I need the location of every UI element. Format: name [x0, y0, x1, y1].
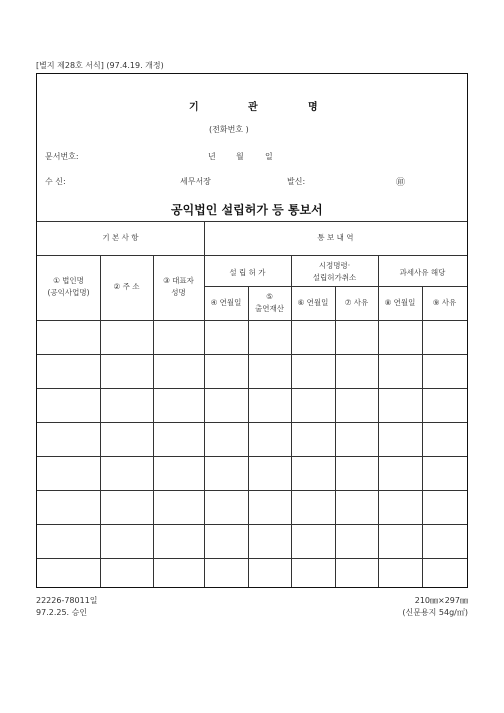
row-line-2: [37, 388, 467, 389]
title-divider: [37, 221, 467, 222]
paper-size: 210㎜×297㎜: [414, 596, 468, 605]
sub-col-6-date: ⑥ 연월일: [297, 298, 329, 307]
group-establishment-permit: 설 립 허 가: [229, 268, 266, 277]
group-taxation-reason: 과세사유 해당: [399, 268, 446, 277]
col-corp-name-line2: (공익사업명): [47, 288, 90, 297]
form-code: 22226-78011일: [36, 596, 98, 605]
recipient-label: 수 신:: [45, 177, 66, 186]
notice-details-header: 통 보 내 역: [317, 233, 354, 242]
sub-col-4-date: ④ 연월일: [210, 298, 242, 307]
form-frame: [36, 73, 468, 588]
row-line-5: [37, 490, 467, 491]
document-title: 공익법인 설립허가 등 통보서: [171, 203, 323, 217]
seal-mark: ㊞: [396, 178, 406, 188]
group-correction-cancel-line2: 설립허가취소: [312, 273, 357, 282]
sub-col-8-date: ⑧ 연월일: [384, 298, 416, 307]
paper-type: (신문용지 54g/㎡): [402, 608, 468, 617]
date-year: 년: [208, 152, 216, 161]
sub-col-5-number: ⑤: [266, 292, 273, 301]
row-line-7: [37, 558, 467, 559]
sender-label: 발신:: [287, 177, 306, 186]
row-line-4: [37, 456, 467, 457]
col-representative-line2: 성명: [171, 288, 186, 297]
col-line-6: [335, 286, 336, 587]
org-name-char-3: 명: [308, 102, 318, 113]
document-number-label: 문서번호:: [45, 152, 79, 161]
col-line-8: [422, 286, 423, 587]
sub-col-5-donated-property: 출연재산: [255, 304, 284, 313]
col-line-1: [100, 255, 101, 587]
basic-info-header: 기 본 사 항: [102, 233, 139, 242]
phone-number: (전화번호 ): [209, 125, 249, 134]
col-corp-name-line1: ① 법인명: [53, 276, 84, 285]
header-bottom-line: [37, 320, 467, 321]
date-day: 일: [265, 152, 273, 161]
group-header-divider: [37, 255, 467, 256]
col-address: ② 주 소: [113, 282, 140, 291]
approval-date: 97.2.25. 승인: [36, 608, 88, 617]
group-correction-cancel-line1: 시정명령·: [318, 261, 351, 270]
sub-col-9-reason: ⑨ 사유: [432, 298, 457, 307]
org-name-char-1: 기: [189, 102, 199, 113]
org-name-char-2: 관: [248, 102, 258, 113]
col-line-4: [248, 286, 249, 587]
form-number-label: [별지 제28호 서식] (97.4.19. 개정): [36, 61, 164, 70]
row-line-1: [37, 354, 467, 355]
col-representative-line1: ③ 대표자: [163, 276, 194, 285]
col-line-2: [153, 255, 154, 587]
row-line-3: [37, 422, 467, 423]
tax-office-label: 세무서장: [180, 177, 211, 186]
date-month: 월: [236, 152, 244, 161]
sub-col-7-reason: ⑦ 사유: [344, 298, 369, 307]
row-line-6: [37, 524, 467, 525]
